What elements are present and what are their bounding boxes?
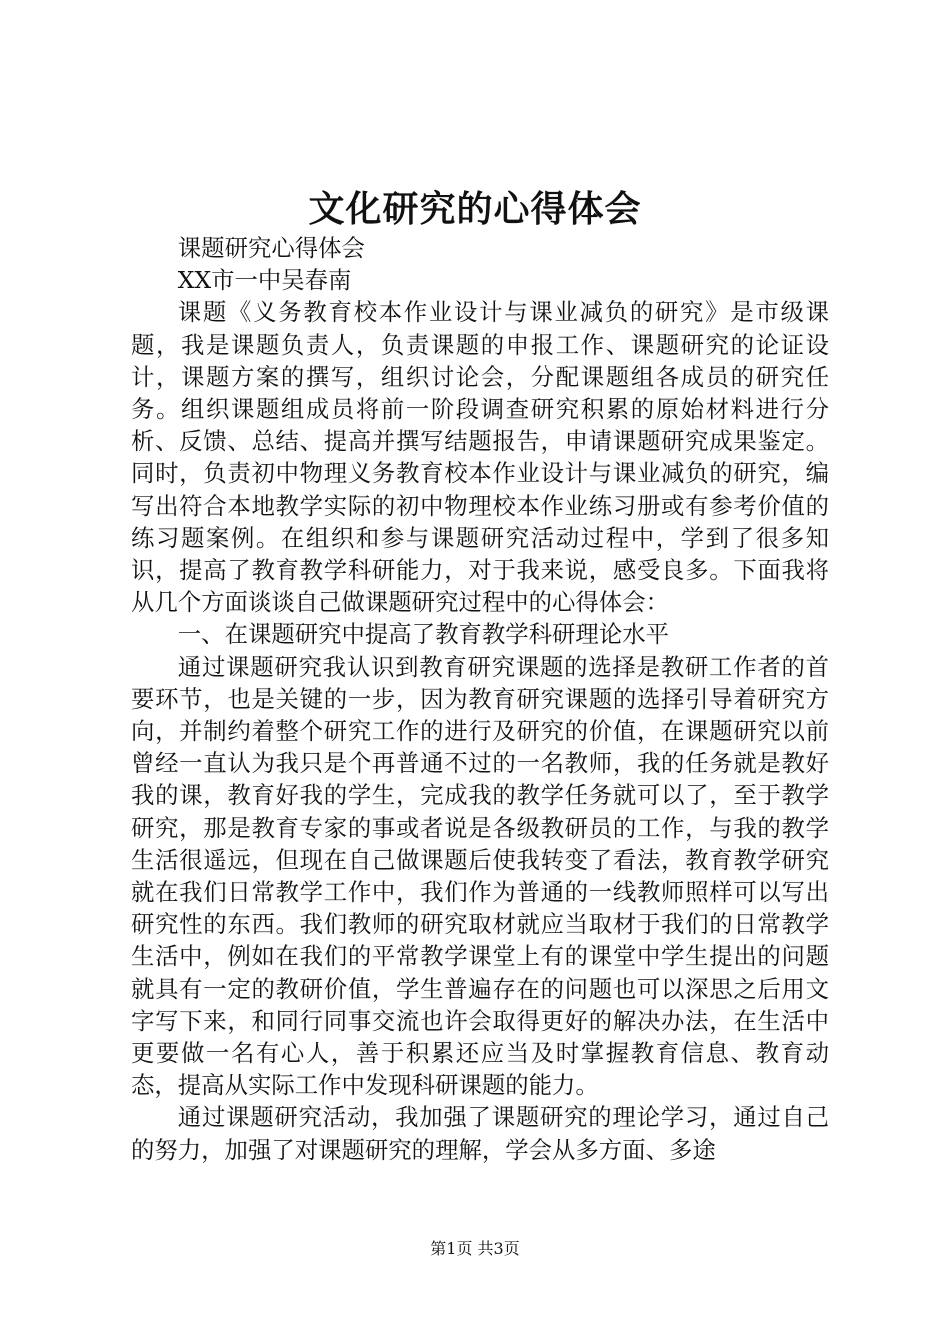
paragraph-subtitle: 课题研究心得体会 bbox=[177, 234, 365, 262]
paragraph-body: 通过课题研究活动，我加强了课题研究的理论学习，通过自己的努力，加强了对课题研究的理解，学会从多方面、多途 bbox=[131, 1103, 829, 1164]
paragraph-intro: 课题《义务教育校本作业设计与课业减负的研究》是市级课题，我是课题负责人，负责课题的申报工作、课题研究的论证设计，课题方案的撰写，组织讨论会，分配课题组各成员的研究任务。组织课题组成员将前一阶段调查研究积累的原始材料进行分析、反馈、总结、提高并撰写结题报告，申请课题研究成果鉴定。同时，负责初中物理义务教育校本作业设计与课业减负的研究，编写出符合本地教学实际的初中物理校本作业练习册或有参考价值的练习题案例。在组织和参与课题研究活动过程中，学到了很多知识，提高了教育教学科研能力，对于我来说，感受良多。下面我将从几个方面谈谈自己做课题研究过程中的心得体会： bbox=[131, 298, 829, 617]
section-heading: 一、在课题研究中提高了教育教学科研理论水平 bbox=[177, 620, 669, 649]
page-footer: 第1页 共3页 bbox=[430, 1239, 520, 1258]
document-title: 文化研究的心得体会 bbox=[308, 188, 642, 230]
paragraph-author: XX市一中吴春南 bbox=[177, 266, 352, 295]
document-body bbox=[131, 232, 829, 1166]
paragraph-body: 通过课题研究我认识到教育研究课题的选择是教研工作者的首要环节，也是关键的一步，因为教育研究课题的选择引导着研究方向，并制约着整个研究工作的进行及研究的价值，在课题研究以前曾经一直认为我只是个再普通不过的一名教师，我的任务就是教好我的课，教育好我的学生，完成我的教学任务就可以了，至于教学研究，那是教育专家的事或者说是各级教研员的工作，与我的教学生活很遥远，但现在自己做课题后使我转变了看法，教育教学研究就在我们日常教学工作中，我们作为普通的一线教师照样可以写出研究性的东西。我们教师的研究取材就应当取材于我们的日常教学生活中，例如在我们的平常教学课堂上有的课堂中学生提出的问题就具有一定的教研价值，学生普遍存在的问题也可以深思之后用文字写下来，和同行同事交流也许会取得更好的解决办法，在生活中更要做一名有心人，善于积累还应当及时掌握教育信息、教育动态，提高从实际工作中发现科研课题的能力。 bbox=[131, 652, 829, 1100]
